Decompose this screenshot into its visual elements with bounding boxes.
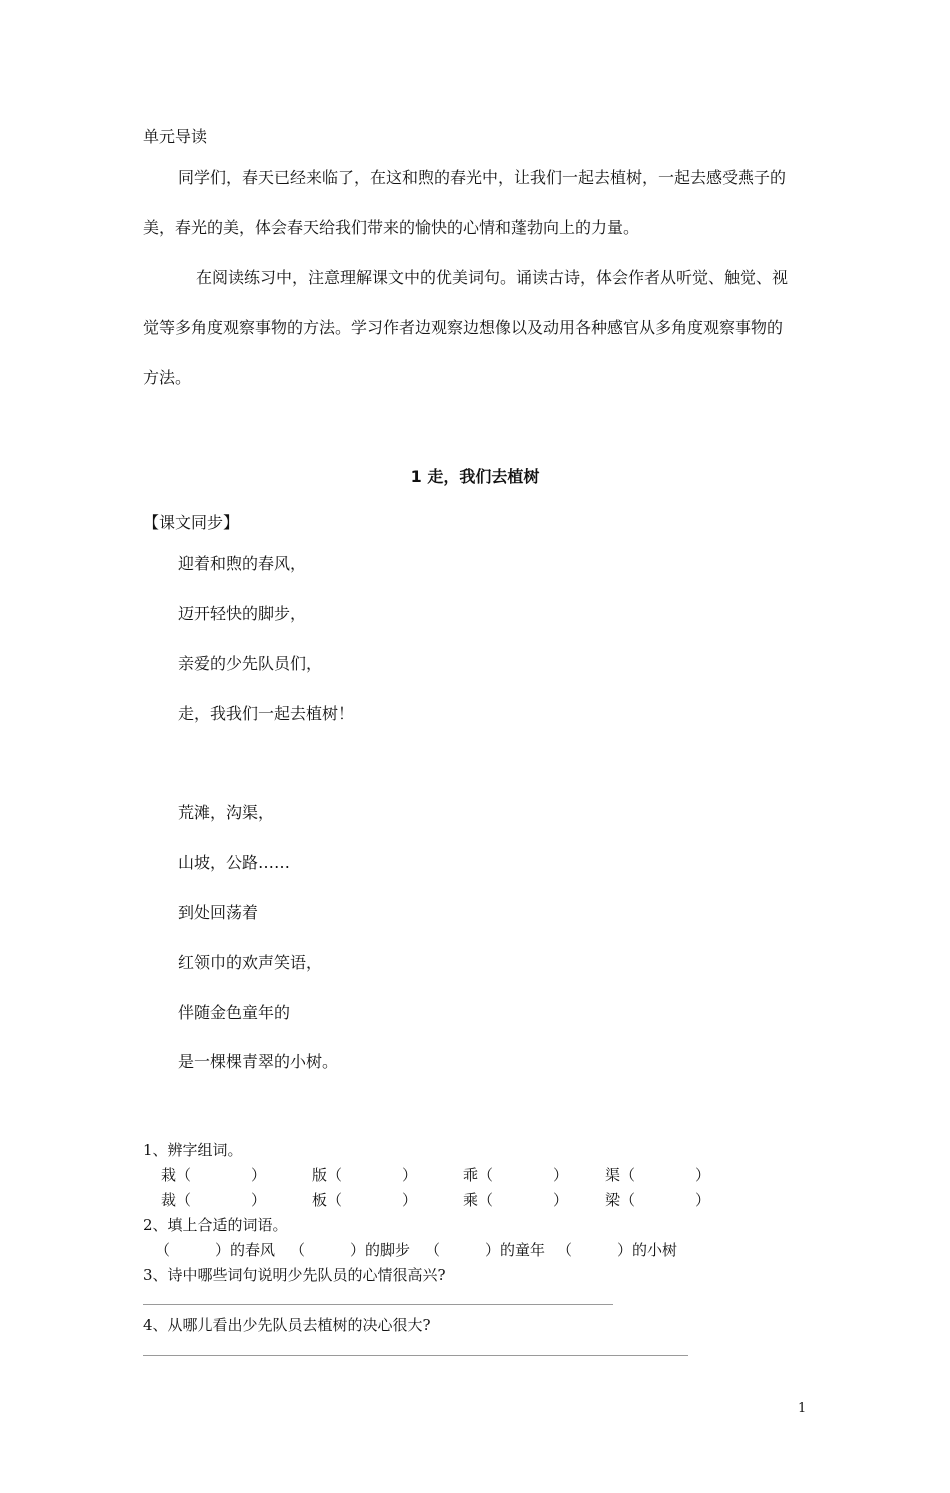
poem-line: 是一棵棵青翠的小树。 <box>178 1052 339 1071</box>
char-blank: 版（ ） <box>312 1166 418 1184</box>
phrase-blank: （ ）的春风 <box>155 1241 276 1259</box>
poem-line: 山坡，公路…… <box>178 853 291 872</box>
poem-line: 迎着和煦的春风， <box>178 554 307 573</box>
intro-paragraph-1-line-1: 同学们，春天已经来临了，在这和煦的春光中，让我们一起去植树，一起去感受燕子的 <box>178 168 787 187</box>
lesson-title: 1 走，我们去植树 <box>410 467 540 486</box>
question-2: 2、填上合适的词语。 <box>143 1216 288 1234</box>
intro-paragraph-2-line-1: 在阅读练习中，注意理解课文中的优美词句。诵读古诗，体会作者从听觉、触觉、视 <box>196 268 789 287</box>
answer-line-3[interactable] <box>143 1304 613 1305</box>
section-label: 【课文同步】 <box>143 513 240 532</box>
poem-line: 走，我我们一起去植树！ <box>178 704 355 723</box>
char-blank: 乘（ ） <box>463 1191 569 1209</box>
poem-line: 到处回荡着 <box>178 903 259 922</box>
char-blank: 板（ ） <box>312 1191 418 1209</box>
char-blank: 梁（ ） <box>605 1191 711 1209</box>
intro-paragraph-1-line-2: 美，春光的美，体会春天给我们带来的愉快的心情和蓬勃向上的力量。 <box>143 218 640 237</box>
phrase-blank: （ ）的小树 <box>557 1241 678 1259</box>
char-blank: 乖（ ） <box>463 1166 569 1184</box>
poem-line: 荒滩，沟渠， <box>178 803 275 822</box>
answer-line-4[interactable] <box>143 1355 688 1356</box>
poem-line: 亲爱的少先队员们， <box>178 654 323 673</box>
question-3: 3、诗中哪些词句说明少先队员的心情很高兴? <box>143 1266 446 1284</box>
phrase-blank: （ ）的脚步 <box>290 1241 411 1259</box>
char-blank: 栽（ ） <box>161 1166 267 1184</box>
intro-paragraph-2-line-3: 方法。 <box>143 368 192 387</box>
poem-line: 迈开轻快的脚步， <box>178 604 307 623</box>
char-blank: 渠（ ） <box>605 1166 711 1184</box>
char-blank: 裁（ ） <box>161 1191 267 1209</box>
question-4: 4、从哪儿看出少先队员去植树的决心很大? <box>143 1316 431 1334</box>
unit-guide-heading: 单元导读 <box>143 127 208 146</box>
poem-line: 红领巾的欢声笑语， <box>178 953 323 972</box>
page-number: 1 <box>798 1401 807 1416</box>
intro-paragraph-2-line-2: 觉等多角度观察事物的方法。学习作者边观察边想像以及动用各种感官从多角度观察事物的 <box>143 318 784 337</box>
phrase-blank: （ ）的童年 <box>425 1241 546 1259</box>
question-1: 1、辨字组词。 <box>143 1141 243 1159</box>
poem-line: 伴随金色童年的 <box>178 1003 291 1022</box>
